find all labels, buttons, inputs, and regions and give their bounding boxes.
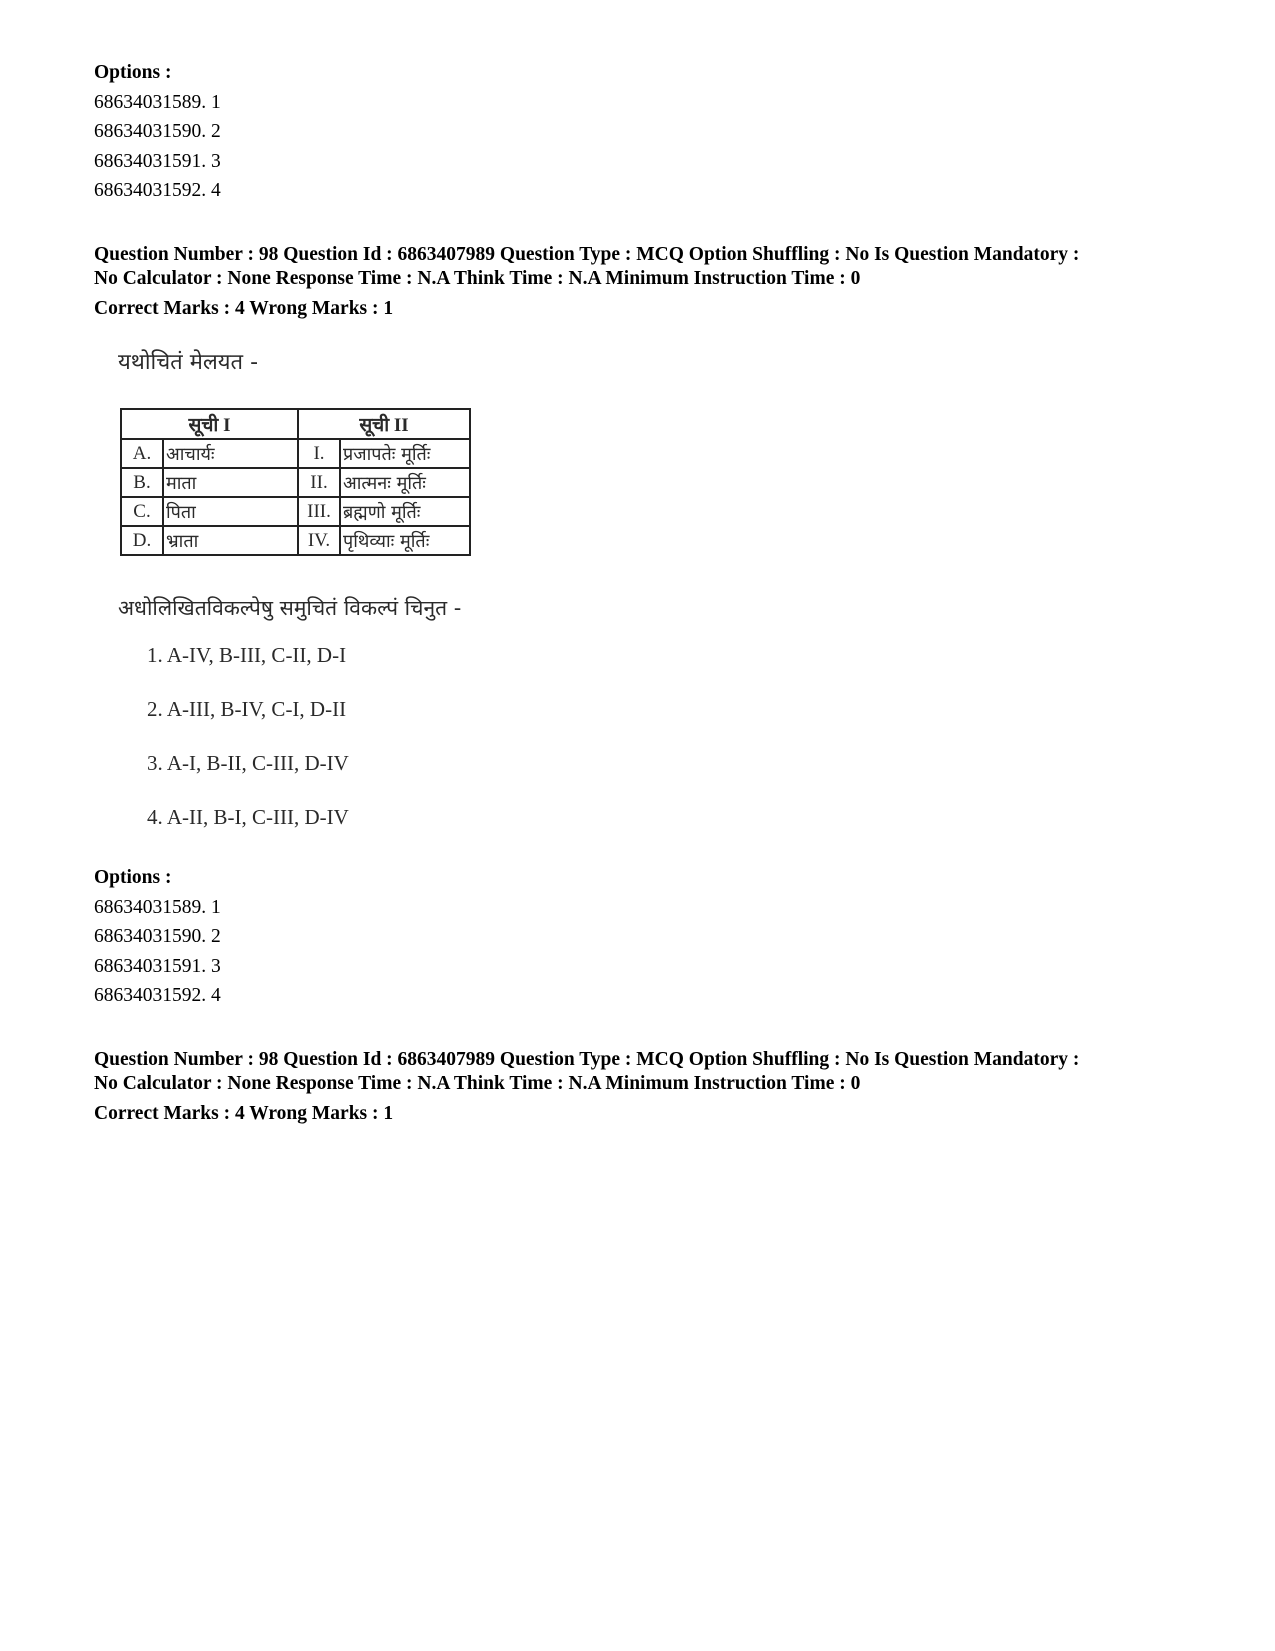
option-item: 68634031592. 4 (94, 985, 221, 1006)
table-row (121, 526, 470, 555)
table-cell-value: आचार्यः (163, 439, 298, 468)
option-item: 68634031591. 3 (94, 150, 221, 172)
table-cell-value: भ्राता (163, 526, 298, 555)
table-header: सूची II (298, 409, 470, 439)
question-meta-line: Question Number : 98 Question Id : 6863407989 Question Type : MCQ Option Shuffling : No Is Question Mandatory : (94, 244, 1080, 265)
answer-choice: 4. A-II, B-I, C-III, D-IV (147, 805, 349, 829)
options-block-bottom (94, 863, 221, 1011)
answer-choices (147, 640, 349, 856)
table-row (121, 439, 470, 468)
table-cell-key: I. (298, 439, 340, 468)
answer-choice: 2. A-III, B-IV, C-I, D-II (147, 697, 347, 721)
table-cell-key: II. (298, 468, 340, 497)
options-heading: Options : (94, 867, 172, 888)
table-cell-key: C. (121, 497, 163, 526)
match-table (120, 408, 471, 556)
table-cell-value: पिता (163, 497, 298, 526)
table-header: सूची I (121, 409, 298, 439)
question-image (112, 348, 552, 848)
question-prompt: अधोलिखितविकल्पेषु समुचितं विकल्पं चिनुत - (118, 596, 462, 620)
question-meta-line: Question Number : 98 Question Id : 6863407989 Question Type : MCQ Option Shuffling : No Is Question Mandatory : (94, 1049, 1080, 1070)
answer-choice: 1. A-IV, B-III, C-II, D-I (147, 643, 347, 667)
question-marks: Correct Marks : 4 Wrong Marks : 1 (94, 1103, 394, 1124)
question-instruction: यथोचितं मेलयत - (118, 350, 259, 375)
table-cell-key: B. (121, 468, 163, 497)
table-cell-key: D. (121, 526, 163, 555)
question-meta-block (94, 243, 1079, 321)
option-item: 68634031589. 1 (94, 896, 221, 918)
option-item: 68634031589. 1 (94, 91, 221, 113)
table-cell-value: प्रजापतेः मूर्तिः (340, 439, 470, 468)
table-cell-key: A. (121, 439, 163, 468)
table-row (121, 497, 470, 526)
table-row (121, 468, 470, 497)
table-cell-key: III. (298, 497, 340, 526)
question-marks: Correct Marks : 4 Wrong Marks : 1 (94, 298, 394, 319)
question-meta-block (94, 1048, 1079, 1126)
table-cell-value: आत्मनः मूर्तिः (340, 468, 470, 497)
option-item: 68634031590. 2 (94, 121, 221, 142)
option-item: 68634031592. 4 (94, 180, 221, 201)
table-cell-key: IV. (298, 526, 340, 555)
options-heading: Options : (94, 62, 172, 83)
question-meta-line: No Calculator : None Response Time : N.A Think Time : N.A Minimum Instruction Time : 0 (94, 1073, 861, 1094)
table-cell-value: पृथिव्याः मूर्तिः (340, 526, 470, 555)
answer-choice: 3. A-I, B-II, C-III, D-IV (147, 751, 349, 775)
question-meta-line: No Calculator : None Response Time : N.A Think Time : N.A Minimum Instruction Time : 0 (94, 268, 861, 289)
table-cell-value: ब्रह्मणो मूर्तिः (340, 497, 470, 526)
option-item: 68634031590. 2 (94, 926, 221, 947)
options-block-top (94, 58, 221, 206)
table-header-row (121, 409, 470, 439)
table-cell-value: माता (163, 468, 298, 497)
option-item: 68634031591. 3 (94, 955, 221, 977)
